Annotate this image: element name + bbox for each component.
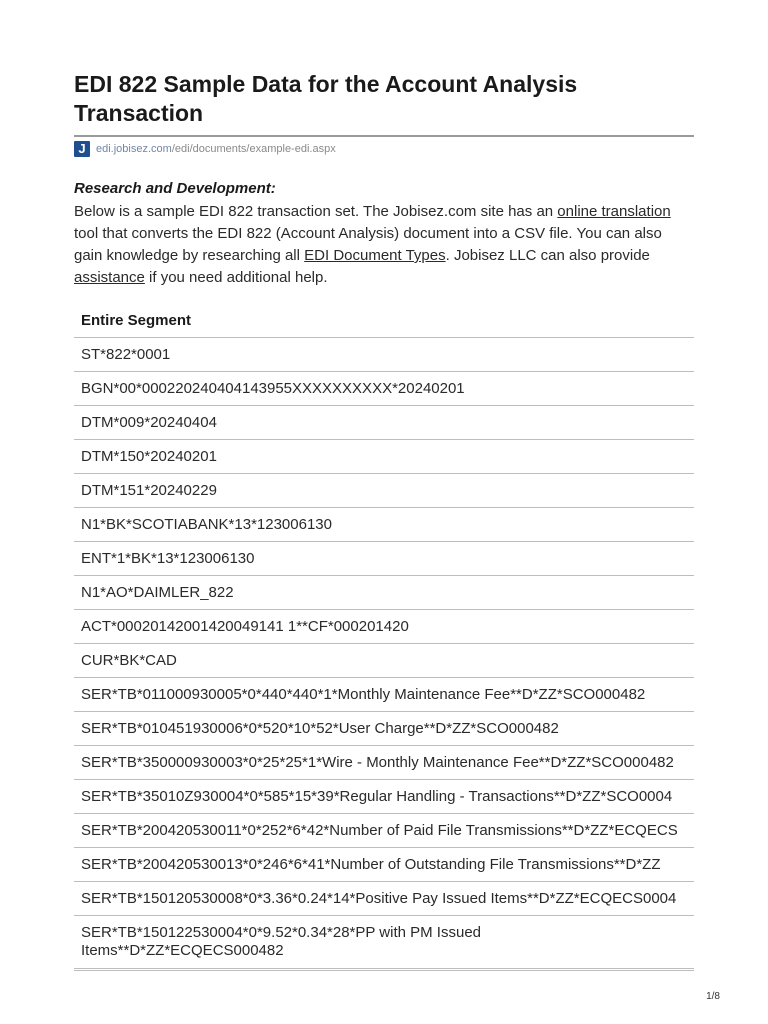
segment-cell: SER*TB*150120530008*0*3.36*0.24*14*Positive Pay Issued Items**D*ZZ*ECQECS0004 <box>74 882 694 916</box>
page-title: EDI 822 Sample Data for the Account Analysis Transaction <box>74 71 578 126</box>
source-domain[interactable]: edi.jobisez.com <box>96 143 172 155</box>
intro-text-2: tool that converts the EDI 822 (Account Analysis) document into a CSV file. You can also gain knowledge by researching all <box>74 225 662 264</box>
table-row <box>74 576 694 610</box>
edi-document-types-link[interactable]: EDI Document Types <box>304 247 446 264</box>
table-row <box>74 406 694 440</box>
table-row <box>74 678 694 712</box>
segment-cell: SER*TB*200420530011*0*252*6*42*Number of Paid File Transmissions**D*ZZ*ECQECS <box>74 814 694 848</box>
table-header-row <box>74 303 694 338</box>
table-row <box>74 746 694 780</box>
page-number: 1/8 <box>706 991 720 1002</box>
table-row <box>74 712 694 746</box>
assistance-link[interactable]: assistance <box>74 269 145 286</box>
segment-cell: SER*TB*011000930005*0*440*440*1*Monthly Maintenance Fee**D*ZZ*SCO000482 <box>74 678 694 712</box>
segment-cell: N1*AO*DAIMLER_822 <box>74 576 694 610</box>
table-row <box>74 508 694 542</box>
table-row <box>74 780 694 814</box>
column-header-entire-segment: Entire Segment <box>74 303 694 338</box>
segment-cell: DTM*009*20240404 <box>74 406 694 440</box>
segment-cell: BGN*00*000220240404143955XXXXXXXXXX*20240201 <box>74 372 694 406</box>
segment-table <box>74 303 694 971</box>
segment-cell: ST*822*0001 <box>74 338 694 372</box>
table-row <box>74 644 694 678</box>
online-translation-link[interactable]: online translation <box>557 203 671 220</box>
table-row <box>74 542 694 576</box>
table-row <box>74 474 694 508</box>
segment-cell: SER*TB*150122530004*0*9.52*0.34*28*PP with PM Issued Items**D*ZZ*ECQECS000482 <box>74 916 694 970</box>
segment-cell: SER*TB*35010Z930004*0*585*15*39*Regular Handling - Transactions**D*ZZ*SCO0004 <box>74 780 694 814</box>
source-path[interactable]: /edi/documents/example-edi.aspx <box>171 143 336 155</box>
segment-cell: DTM*150*20240201 <box>74 440 694 474</box>
segment-cell: N1*BK*SCOTIABANK*13*123006130 <box>74 508 694 542</box>
jobisez-logo-icon: J <box>74 141 90 157</box>
table-row <box>74 848 694 882</box>
segment-cell: ACT*00020142001420049141 1**CF*000201420 <box>74 610 694 644</box>
table-row <box>74 814 694 848</box>
table-row <box>74 372 694 406</box>
table-row <box>74 916 694 970</box>
section-heading: Research and Development: <box>74 180 276 197</box>
segment-cell: DTM*151*20240229 <box>74 474 694 508</box>
intro-paragraph <box>74 201 694 289</box>
intro-text-4: if you need additional help. <box>144 269 328 286</box>
table-row <box>74 610 694 644</box>
table-row <box>74 882 694 916</box>
segment-cell: SER*TB*200420530013*0*246*6*41*Number of Outstanding File Transmissions**D*ZZ <box>74 848 694 882</box>
source-line <box>74 140 336 158</box>
segment-cell: SER*TB*010451930006*0*520*10*52*User Charge**D*ZZ*SCO000482 <box>74 712 694 746</box>
source-url[interactable] <box>96 143 336 155</box>
intro-text-1: Below is a sample EDI 822 transaction set. The Jobisez.com site has an <box>74 203 558 220</box>
segment-cell: ENT*1*BK*13*123006130 <box>74 542 694 576</box>
table-row <box>74 338 694 372</box>
segment-cell: SER*TB*350000930003*0*25*25*1*Wire - Monthly Maintenance Fee**D*ZZ*SCO000482 <box>74 746 694 780</box>
segment-cell: CUR*BK*CAD <box>74 644 694 678</box>
intro-text-3: . Jobisez LLC can also provide <box>445 247 650 264</box>
table-row <box>74 440 694 474</box>
title-divider <box>74 135 694 137</box>
